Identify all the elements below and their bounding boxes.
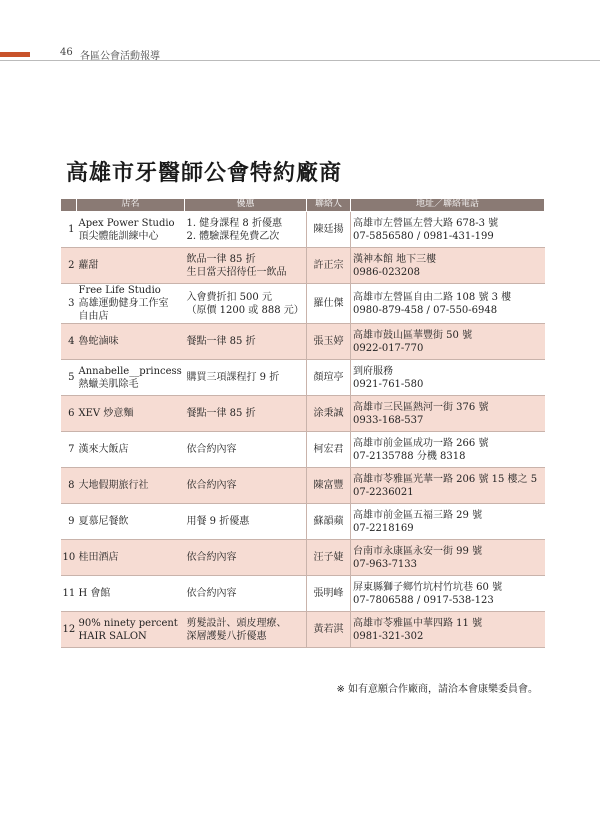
address-phone — [351, 468, 545, 504]
store-name-line: 夏慕尼餐飲 — [78, 516, 129, 527]
table-row — [61, 576, 545, 612]
store-name-line: Annabelle__princess — [78, 365, 182, 377]
store-name — [77, 284, 185, 324]
table-row — [61, 612, 545, 648]
address-phone-line: 高雄市前金區成功一路 266 號 — [353, 437, 489, 449]
store-name — [77, 504, 185, 540]
table-row — [61, 468, 545, 504]
store-name — [77, 396, 185, 432]
store-name-line: Free Life Studio — [78, 285, 161, 296]
address-phone-line: 0921-761-580 — [353, 378, 424, 390]
offer-text-line: 依合約內容 — [186, 480, 237, 491]
address-phone — [351, 284, 545, 324]
table-row — [61, 248, 545, 284]
address-phone — [351, 576, 545, 612]
address-phone-line: 台南市永康區永安一街 99 號 — [353, 545, 483, 557]
store-name-line: HAIR SALON — [78, 630, 147, 642]
row-number: 5 — [61, 360, 77, 396]
contact-person: 許正宗 — [307, 248, 351, 284]
store-name-line: 自由店 — [78, 311, 109, 322]
table-row — [61, 324, 545, 360]
address-phone-line: 高雄市苓雅區中華四路 11 號 — [353, 617, 483, 629]
merchant-table-body — [61, 212, 545, 648]
offer-text — [185, 396, 307, 432]
address-phone-line: 漢神本館 地下三樓 — [353, 253, 437, 265]
address-phone-line: 高雄市前金區五福三路 29 號 — [353, 509, 483, 521]
store-name-line: 頂尖體能訓練中心 — [78, 230, 159, 242]
header-address: 地址／聯絡電話 — [351, 199, 545, 212]
offer-text-line: 用餐 9 折優惠 — [186, 516, 250, 527]
offer-text — [185, 576, 307, 612]
address-phone-line: 0922-017-770 — [353, 342, 424, 354]
header-num — [61, 199, 77, 212]
address-phone-line: 屏東縣獅子鄉竹坑村竹坑巷 60 號 — [353, 581, 503, 593]
offer-text-line: 依合約內容 — [186, 444, 237, 455]
table-row — [61, 284, 545, 324]
table-row — [61, 432, 545, 468]
store-name-line: 桂田酒店 — [78, 552, 119, 563]
offer-text — [185, 504, 307, 540]
address-phone-line: 高雄市三民區熱河一街 376 號 — [353, 401, 489, 413]
contact-person: 柯宏君 — [307, 432, 351, 468]
address-phone-line: 高雄市鼓山區華豐街 50 號 — [353, 329, 473, 341]
table-row — [61, 396, 545, 432]
table-row — [61, 504, 545, 540]
store-name — [77, 468, 185, 504]
footer-note: ※ 如有意願合作廠商，請洽本會康樂委員會。 — [336, 684, 538, 695]
contact-person: 顏瑄亭 — [307, 360, 351, 396]
contact-person: 張玉婷 — [307, 324, 351, 360]
contact-person: 張明峰 — [307, 576, 351, 612]
address-phone-line: 到府服務 — [353, 365, 393, 377]
address-phone-line: 0981-321-302 — [353, 630, 424, 642]
offer-text-line: 1. 健身課程 8 折優惠 — [186, 217, 282, 229]
contact-person: 陳富豐 — [307, 468, 351, 504]
offer-text-line: 剪髮設計、頭皮理療、 — [186, 617, 287, 629]
offer-text — [185, 324, 307, 360]
address-phone — [351, 432, 545, 468]
address-phone-line: 0980-879-458 / 07-550-6948 — [353, 304, 498, 316]
table-row — [61, 212, 545, 248]
offer-text-line: 餐點一律 85 折 — [186, 408, 256, 419]
store-name-line: 熱蠟美肌除毛 — [78, 378, 139, 390]
offer-text — [185, 248, 307, 284]
store-name — [77, 432, 185, 468]
address-phone-line: 高雄市左營區自由二路 108 號 3 樓 — [353, 291, 512, 303]
offer-text — [185, 468, 307, 504]
offer-text-line: 入會費折扣 500 元 — [186, 291, 272, 303]
offer-text-line: 購買三項課程打 9 折 — [186, 372, 280, 383]
offer-text-line: 2. 體驗課程免費乙次 — [186, 230, 280, 242]
offer-text — [185, 612, 307, 648]
offer-text-line: 依合約內容 — [186, 552, 237, 563]
store-name-line: 大地假期旅行社 — [78, 480, 149, 491]
table-row — [61, 360, 545, 396]
row-number: 3 — [61, 284, 77, 324]
store-name-line: 漢來大飯店 — [78, 444, 129, 455]
row-number: 11 — [61, 576, 77, 612]
offer-text — [185, 432, 307, 468]
address-phone — [351, 248, 545, 284]
offer-text-line: 餐點一律 85 折 — [186, 336, 256, 347]
offer-text-line: 深層護髮八折優惠 — [186, 630, 267, 642]
address-phone — [351, 612, 545, 648]
address-phone — [351, 324, 545, 360]
contact-person: 陳廷揚 — [307, 212, 351, 248]
table-header-row — [61, 199, 545, 212]
address-phone — [351, 396, 545, 432]
store-name — [77, 540, 185, 576]
store-name-line: 高雄運動健身工作室 — [78, 298, 169, 309]
contact-person: 蘇韻蘋 — [307, 504, 351, 540]
contact-person: 黃若淇 — [307, 612, 351, 648]
header-contact: 聯絡人 — [307, 199, 351, 212]
row-number: 7 — [61, 432, 77, 468]
address-phone-line: 高雄市苓雅區光華一路 206 號 15 樓之 5 — [353, 473, 538, 485]
row-number: 6 — [61, 396, 77, 432]
offer-text — [185, 540, 307, 576]
row-number: 10 — [61, 540, 77, 576]
address-phone-line: 07-963-7133 — [353, 558, 418, 570]
address-phone — [351, 360, 545, 396]
offer-text-line: 飲品一律 85 折 — [186, 253, 256, 265]
contact-person: 汪子婕 — [307, 540, 351, 576]
address-phone-line: 07-2236021 — [353, 486, 414, 498]
section-title: 各區公會活動報導 — [80, 51, 160, 62]
address-phone-line: 07-7806588 / 0917-538-123 — [353, 594, 494, 606]
store-name-line: 魯蛇滷味 — [78, 336, 119, 347]
row-number: 2 — [61, 248, 77, 284]
address-phone-line: 0933-168-537 — [353, 414, 424, 426]
store-name — [77, 324, 185, 360]
offer-text — [185, 212, 307, 248]
header-offer: 優惠 — [185, 199, 307, 212]
address-phone-line: 0986-023208 — [353, 266, 421, 278]
contact-person: 涂秉誠 — [307, 396, 351, 432]
address-phone — [351, 540, 545, 576]
merchant-table — [60, 198, 545, 648]
address-phone — [351, 504, 545, 540]
store-name — [77, 212, 185, 248]
offer-text — [185, 360, 307, 396]
offer-text-line: 依合約內容 — [186, 588, 237, 599]
header-name: 店名 — [77, 199, 185, 212]
table-row — [61, 540, 545, 576]
row-number: 1 — [61, 212, 77, 248]
store-name — [77, 576, 185, 612]
store-name-line: 90% ninety percent — [78, 617, 178, 629]
address-phone-line: 07-2135788 分機 8318 — [353, 450, 466, 462]
header-accent-bar — [0, 52, 30, 57]
offer-text-line: 生日當天招待任一飲品 — [186, 266, 287, 278]
row-number: 12 — [61, 612, 77, 648]
store-name-line: 蘿甜 — [78, 260, 99, 271]
row-number: 4 — [61, 324, 77, 360]
store-name — [77, 360, 185, 396]
row-number: 8 — [61, 468, 77, 504]
address-phone-line: 07-2218169 — [353, 522, 414, 534]
store-name-line: H 會館 — [78, 588, 111, 599]
store-name — [77, 248, 185, 284]
row-number: 9 — [61, 504, 77, 540]
offer-text — [185, 284, 307, 324]
store-name-line: XEV 炒意麵 — [78, 408, 134, 419]
address-phone-line: 07-5856580 / 0981-431-199 — [353, 230, 494, 242]
page-number: 46 — [60, 47, 73, 58]
store-name — [77, 612, 185, 648]
contact-person: 羅仕傑 — [307, 284, 351, 324]
store-name-line: Apex Power Studio — [78, 217, 175, 229]
page-title: 高雄市牙醫師公會特約廠商 — [66, 161, 343, 186]
offer-text-line: （原價 1200 或 888 元） — [186, 304, 304, 316]
address-phone — [351, 212, 545, 248]
address-phone-line: 高雄市左營區左營大路 678-3 號 — [353, 217, 499, 229]
